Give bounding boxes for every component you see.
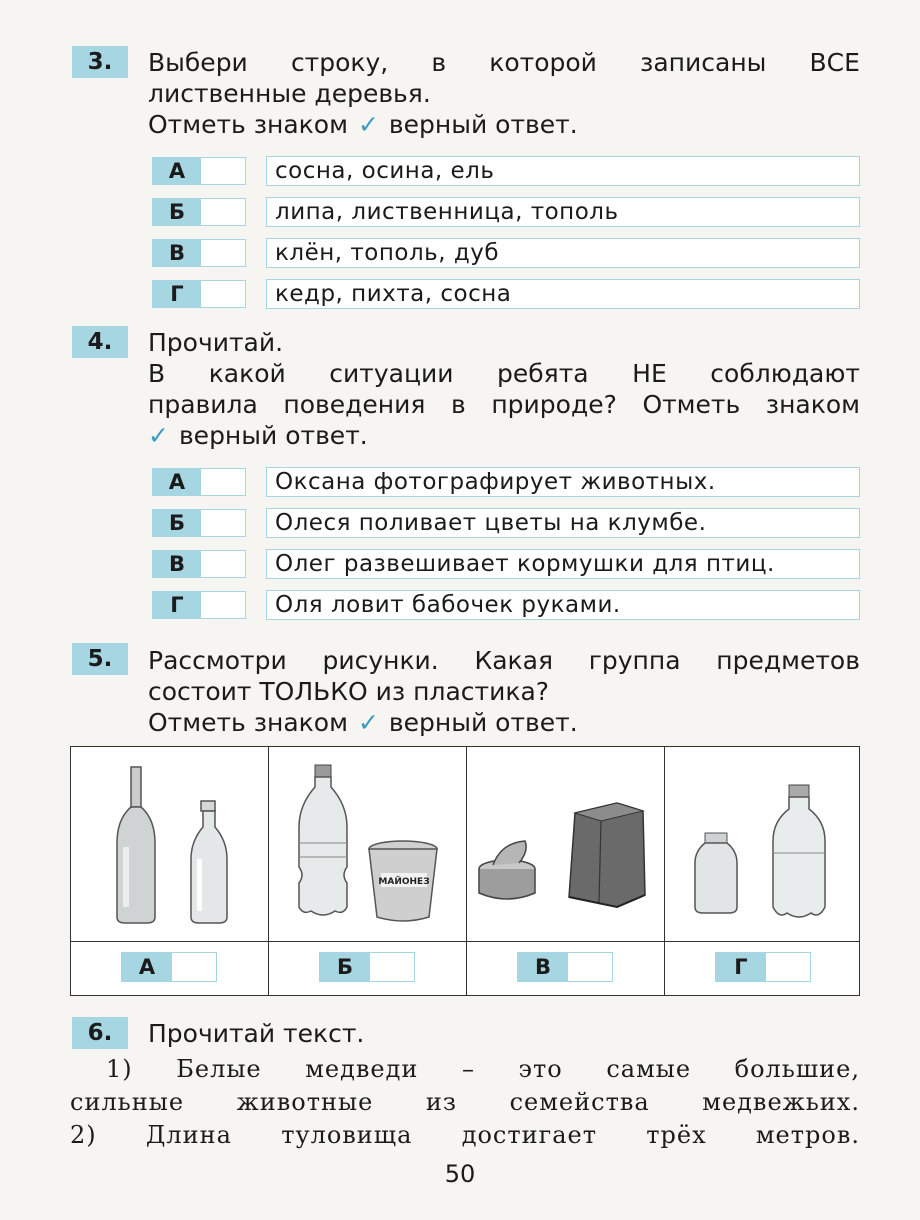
q5-line-2: состоит ТОЛЬКО из пластика? [148, 677, 550, 706]
instruction-text: верный ответ. [388, 110, 578, 139]
word: которой [489, 48, 597, 77]
word: ВСЕ [809, 48, 860, 77]
page-number: 50 [444, 1160, 476, 1188]
paper-bag-icon [569, 803, 645, 907]
word: трёх [646, 1121, 707, 1149]
picture-grid [70, 746, 860, 996]
word: В [148, 359, 166, 388]
word: самые [606, 1055, 692, 1083]
jar-bottle-illustration [665, 747, 862, 941]
word: строку, [290, 48, 389, 77]
q3-option-d-text: кедр, пихта, сосна [266, 279, 860, 309]
word: большие, [734, 1055, 860, 1083]
question-6-number: 6. [72, 1017, 128, 1049]
q5-answer-d-checkbox[interactable] [715, 952, 811, 982]
checkmark-icon: ✓ [148, 421, 169, 450]
question-5-text [148, 645, 860, 738]
q4-line-2 [148, 358, 860, 389]
option-letter: Б [153, 510, 201, 536]
grid-divider [71, 941, 859, 942]
word: рисунки. [322, 646, 439, 675]
q4-line-3 [148, 389, 860, 420]
q4-line-1: Прочитай. [148, 328, 284, 357]
option-letter: В [153, 240, 201, 266]
text-line-3 [70, 1119, 860, 1151]
q4-option-d-text: Оля ловит бабочек руками. [266, 590, 860, 620]
q4-option-b-text: Олеся поливает цветы на клумбе. [266, 508, 860, 538]
word: семейства [509, 1088, 650, 1116]
q3-option-c-checkbox[interactable] [152, 239, 246, 267]
word: это [518, 1055, 563, 1083]
option-letter: Г [716, 953, 766, 981]
option-letter: Б [153, 199, 201, 225]
word: медвежьих. [702, 1088, 860, 1116]
q3-option-d-checkbox[interactable] [152, 280, 246, 308]
word: сильные [70, 1088, 185, 1116]
word: Рассмотри [148, 646, 287, 675]
word: в [451, 390, 466, 419]
word: из [425, 1088, 457, 1116]
q3-option-a-text: сосна, осина, ель [266, 156, 860, 186]
q5-answer-a-checkbox[interactable] [121, 952, 217, 982]
question-3-text [148, 47, 860, 140]
large-plastic-bottle-icon [773, 785, 825, 917]
q3-option-b-checkbox[interactable] [152, 198, 246, 226]
checkmark-icon: ✓ [357, 110, 379, 139]
q3-option-c-text: клён, тополь, дуб [266, 238, 860, 268]
option-letter: А [122, 953, 172, 981]
question-4-number: 4. [72, 326, 128, 358]
q3-option-a-checkbox[interactable] [152, 157, 246, 185]
q4-option-d-checkbox[interactable] [152, 591, 246, 619]
q3-line-2: лиственные деревья. [148, 79, 431, 108]
word: Какая [474, 646, 553, 675]
plastic-bottle-icon [299, 765, 347, 915]
picture-a-glass-bottles [71, 747, 268, 941]
word: Выбери [148, 48, 248, 77]
option-letter: А [153, 158, 201, 184]
word: знаком [765, 390, 860, 419]
q5-line-3 [148, 707, 860, 738]
question-4-text [148, 327, 860, 451]
plastic-items-illustration [269, 747, 466, 941]
word: 2) [70, 1121, 97, 1149]
option-letter: Б [320, 953, 370, 981]
milk-bottle-icon [191, 801, 227, 923]
word: животные [236, 1088, 374, 1116]
word: НЕ [632, 359, 667, 388]
picture-d-jar-and-bottle [665, 747, 862, 941]
q3-line-1 [148, 47, 860, 78]
instruction-text: Отметь знаком [148, 708, 348, 737]
picture-b-plastic-items [269, 747, 466, 941]
question-5-number: 5. [72, 643, 128, 675]
word: соблюдают [710, 359, 860, 388]
q4-option-b-checkbox[interactable] [152, 509, 246, 537]
can-bag-illustration [467, 747, 664, 941]
q4-line-4 [148, 420, 860, 451]
word: Белые [176, 1055, 262, 1083]
word: – [461, 1055, 475, 1083]
word: природе? [491, 390, 617, 419]
instruction-text: верный ответ. [178, 421, 368, 450]
word: Отметь [642, 390, 741, 419]
word: метров. [755, 1121, 860, 1149]
question-3-number: 3. [72, 46, 128, 78]
mayonnaise-bucket-icon [369, 841, 437, 921]
mayonnaise-label: МАЙОНЕЗ [378, 877, 430, 887]
word: достигает [461, 1121, 597, 1149]
q5-answer-b-checkbox[interactable] [319, 952, 415, 982]
option-letter: А [153, 469, 201, 495]
word: ситуации [329, 359, 454, 388]
text-line-1 [70, 1053, 860, 1085]
option-letter: В [153, 551, 201, 577]
question-6-title: Прочитай текст. [148, 1019, 365, 1048]
instruction-text: Отметь знаком [148, 110, 348, 139]
word: записаны [640, 48, 767, 77]
tin-can-icon [479, 841, 535, 899]
q4-option-a-checkbox[interactable] [152, 468, 246, 496]
q3-line-3 [148, 109, 860, 140]
instruction-text: верный ответ. [388, 708, 578, 737]
word: в [431, 48, 447, 77]
word: какой [208, 359, 286, 388]
q4-option-a-text: Оксана фотографирует животных. [266, 467, 860, 497]
q4-option-c-text: Олег развешивает кормушки для птиц. [266, 549, 860, 579]
picture-c-can-and-bag [467, 747, 664, 941]
q3-option-b-text: липа, лиственница, тополь [266, 197, 860, 227]
option-letter: Г [153, 281, 201, 307]
word: ребята [497, 359, 589, 388]
word: 1) [106, 1055, 133, 1083]
word: правила [148, 390, 258, 419]
q4-option-c-checkbox[interactable] [152, 550, 246, 578]
word: группа [588, 646, 681, 675]
checkmark-icon: ✓ [357, 708, 379, 737]
word: Длина [145, 1121, 232, 1149]
glass-bottles-illustration [71, 747, 268, 941]
word: медведи [305, 1055, 419, 1083]
option-letter: В [518, 953, 568, 981]
option-letter: Г [153, 592, 201, 618]
small-jar-icon [695, 833, 737, 913]
word: поведения [283, 390, 426, 419]
text-line-2 [70, 1086, 860, 1118]
word: туловища [281, 1121, 413, 1149]
word: предметов [716, 646, 860, 675]
q5-line-1 [148, 645, 860, 676]
wine-bottle-icon [117, 767, 155, 923]
q5-answer-c-checkbox[interactable] [517, 952, 613, 982]
